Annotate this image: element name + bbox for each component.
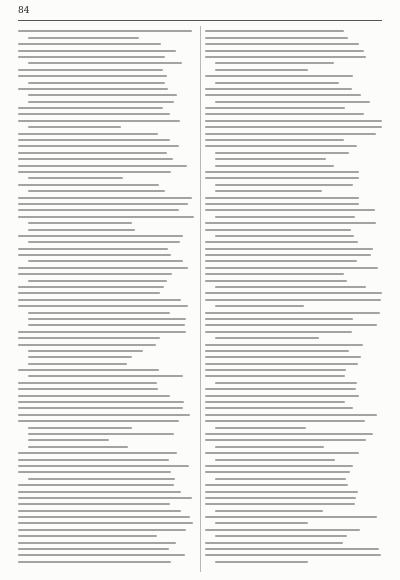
directory-entry-line — [28, 222, 132, 224]
directory-entry-line — [18, 522, 193, 524]
directory-entry-line — [18, 248, 168, 250]
directory-entry-line — [28, 318, 186, 320]
directory-entry-line — [205, 177, 359, 179]
directory-entry-line — [205, 516, 377, 518]
directory-entry-line — [18, 452, 177, 454]
directory-entry-line — [205, 139, 344, 141]
directory-entry-line — [205, 75, 353, 77]
directory-entry-line — [205, 439, 366, 441]
directory-entry-line — [18, 401, 184, 403]
directory-entry-line — [28, 101, 174, 103]
directory-entry-line — [18, 165, 187, 167]
directory-entry-line — [18, 107, 163, 109]
directory-entry-line — [215, 82, 339, 84]
directory-entry-line — [215, 101, 370, 103]
directory-entry-line — [28, 363, 127, 365]
directory-entry-line — [28, 324, 185, 326]
directory-entry-line — [215, 152, 349, 154]
directory-entry-line — [205, 375, 345, 377]
directory-entry-line — [18, 209, 179, 211]
directory-entry-line — [205, 107, 345, 109]
directory-entry-line — [18, 254, 171, 256]
directory-entry-line — [18, 414, 190, 416]
directory-entry-line — [28, 280, 167, 282]
directory-entry-line — [18, 286, 164, 288]
directory-entry-line — [18, 50, 176, 52]
directory-entry-line — [18, 171, 171, 173]
directory-entry-line — [28, 190, 165, 192]
directory-entry-line — [18, 152, 167, 154]
directory-entry-line — [18, 30, 192, 32]
directory-entry-line — [28, 94, 177, 96]
directory-entry-line — [205, 260, 357, 262]
directory-entry-line — [18, 133, 158, 135]
directory-entry-line — [205, 401, 345, 403]
directory-entry-line — [18, 273, 172, 275]
directory-entry-line — [205, 56, 366, 58]
directory-entry-line — [205, 452, 359, 454]
directory-entry-line — [18, 491, 181, 493]
directory-entry-line — [28, 350, 143, 352]
directory-entry-line — [205, 414, 377, 416]
directory-entry-line — [18, 113, 170, 115]
directory-entry-line — [215, 535, 347, 537]
directory-entry-line — [18, 305, 188, 307]
directory-entry-line — [18, 516, 190, 518]
directory-entry-line — [205, 37, 348, 39]
directory-entry-line — [18, 407, 183, 409]
directory-entry-line — [215, 158, 326, 160]
directory-entry-line — [215, 510, 323, 512]
directory-entry-line — [18, 197, 192, 199]
directory-entry-line — [205, 145, 357, 147]
directory-entry-line — [205, 363, 358, 365]
directory-entry-line — [28, 260, 183, 262]
directory-entry-line — [18, 235, 183, 237]
directory-entry-line — [18, 344, 156, 346]
directory-entry-line — [205, 88, 352, 90]
directory-entry-line — [215, 459, 335, 461]
directory-entry-line — [205, 554, 381, 556]
directory-entry-line — [215, 446, 324, 448]
directory-entry-line — [205, 356, 361, 358]
directory-entry-line — [205, 120, 382, 122]
directory-entry-line — [18, 388, 158, 390]
directory-entry-line — [28, 177, 123, 179]
directory-entry-line — [18, 56, 165, 58]
directory-entry-line — [28, 478, 175, 480]
directory-entry-line — [18, 184, 159, 186]
directory-entry-line — [205, 94, 361, 96]
directory-entry-line — [18, 292, 160, 294]
directory-entry-line — [205, 126, 382, 128]
directory-entry-line — [215, 69, 308, 71]
directory-entry-line — [205, 209, 375, 211]
directory-entry-line — [205, 420, 365, 422]
directory-entry-line — [18, 529, 186, 531]
directory-entry-line — [205, 267, 378, 269]
directory-entry-line — [28, 356, 132, 358]
directory-entry-line — [205, 542, 343, 544]
directory-entry-line — [18, 331, 186, 333]
directory-entry-line — [205, 254, 371, 256]
directory-entry-line — [205, 484, 348, 486]
directory-entry-line — [215, 522, 308, 524]
directory-entry-line — [205, 344, 363, 346]
directory-entry-line — [18, 88, 168, 90]
directory-entry-line — [18, 548, 169, 550]
directory-entry-line — [205, 471, 350, 473]
directory-entry-line — [18, 69, 163, 71]
directory-entry-line — [28, 446, 128, 448]
left-column — [18, 26, 195, 572]
directory-entry-line — [205, 133, 376, 135]
directory-entry-line — [18, 510, 181, 512]
directory-entry-line — [215, 382, 357, 384]
directory-entry-line — [205, 395, 359, 397]
directory-entry-line — [28, 312, 170, 314]
directory-entry-line — [205, 273, 344, 275]
directory-entry-line — [18, 139, 170, 141]
directory-entry-line — [215, 337, 319, 339]
directory-entry-line — [205, 312, 380, 314]
directory-entry-line — [205, 222, 376, 224]
directory-entry-line — [205, 548, 379, 550]
directory-entry-line — [215, 190, 322, 192]
directory-entry-line — [205, 529, 360, 531]
right-column — [205, 26, 382, 572]
directory-entry-line — [205, 433, 373, 435]
directory-entry-line — [18, 43, 161, 45]
directory-entry-line — [205, 113, 364, 115]
directory-entry-line — [215, 184, 353, 186]
directory-entry-line — [205, 171, 359, 173]
directory-entry-line — [205, 248, 373, 250]
directory-entry-line — [205, 407, 353, 409]
directory-entry-line — [28, 427, 132, 429]
page-header — [18, 6, 382, 21]
directory-entry-line — [18, 459, 169, 461]
directory-entry-line — [205, 491, 358, 493]
directory-entry-line — [28, 82, 165, 84]
directory-entry-line — [205, 350, 349, 352]
directory-entry-line — [215, 561, 308, 563]
directory-entry-line — [18, 145, 179, 147]
directory-entry-line — [215, 62, 334, 64]
directory-entry-line — [28, 126, 121, 128]
directory-entry-line — [205, 465, 353, 467]
directory-entry-line — [18, 395, 170, 397]
directory-entry-line — [205, 497, 356, 499]
directory-entry-line — [205, 503, 355, 505]
directory-entry-line — [205, 229, 351, 231]
directory-entry-line — [205, 43, 359, 45]
directory-entry-line — [215, 478, 346, 480]
directory-entry-line — [18, 484, 174, 486]
directory-entry-line — [18, 420, 179, 422]
directory-entry-line — [18, 561, 171, 563]
page-number: 84 — [18, 6, 30, 16]
directory-entry-line — [18, 369, 159, 371]
directory-entry-line — [18, 267, 188, 269]
directory-entry-line — [18, 299, 181, 301]
directory-entry-line — [18, 382, 157, 384]
entry-columns — [18, 26, 382, 572]
directory-entry-line — [18, 554, 185, 556]
directory-entry-line — [205, 388, 356, 390]
directory-entry-line — [18, 75, 167, 77]
directory-entry-line — [18, 216, 194, 218]
directory-entry-line — [18, 542, 176, 544]
directory-entry-line — [205, 241, 358, 243]
directory-entry-line — [18, 471, 171, 473]
directory-entry-line — [28, 229, 135, 231]
directory-entry-line — [205, 50, 364, 52]
directory-entry-line — [18, 503, 170, 505]
directory-entry-line — [18, 535, 157, 537]
directory-entry-line — [28, 433, 174, 435]
directory-entry-line — [215, 305, 304, 307]
directory-entry-line — [18, 158, 173, 160]
directory-entry-line — [28, 241, 180, 243]
directory-entry-line — [28, 439, 109, 441]
directory-entry-line — [215, 235, 354, 237]
directory-entry-line — [205, 318, 353, 320]
directory-entry-line — [215, 286, 366, 288]
directory-entry-line — [18, 203, 188, 205]
directory-entry-line — [18, 120, 180, 122]
directory-entry-line — [18, 465, 189, 467]
directory-entry-line — [215, 427, 306, 429]
directory-entry-line — [28, 375, 183, 377]
directory-entry-line — [205, 299, 381, 301]
directory-entry-line — [18, 337, 160, 339]
directory-entry-line — [205, 331, 352, 333]
directory-entry-line — [205, 369, 346, 371]
directory-entry-line — [28, 37, 139, 39]
directory-entry-line — [28, 62, 182, 64]
directory-entry-line — [205, 292, 382, 294]
directory-entry-line — [215, 165, 334, 167]
directory-entry-line — [205, 30, 344, 32]
directory-entry-line — [205, 280, 347, 282]
directory-entry-line — [18, 497, 192, 499]
directory-entry-line — [205, 203, 359, 205]
directory-entry-line — [205, 324, 377, 326]
directory-entry-line — [205, 197, 359, 199]
directory-entry-line — [215, 216, 355, 218]
